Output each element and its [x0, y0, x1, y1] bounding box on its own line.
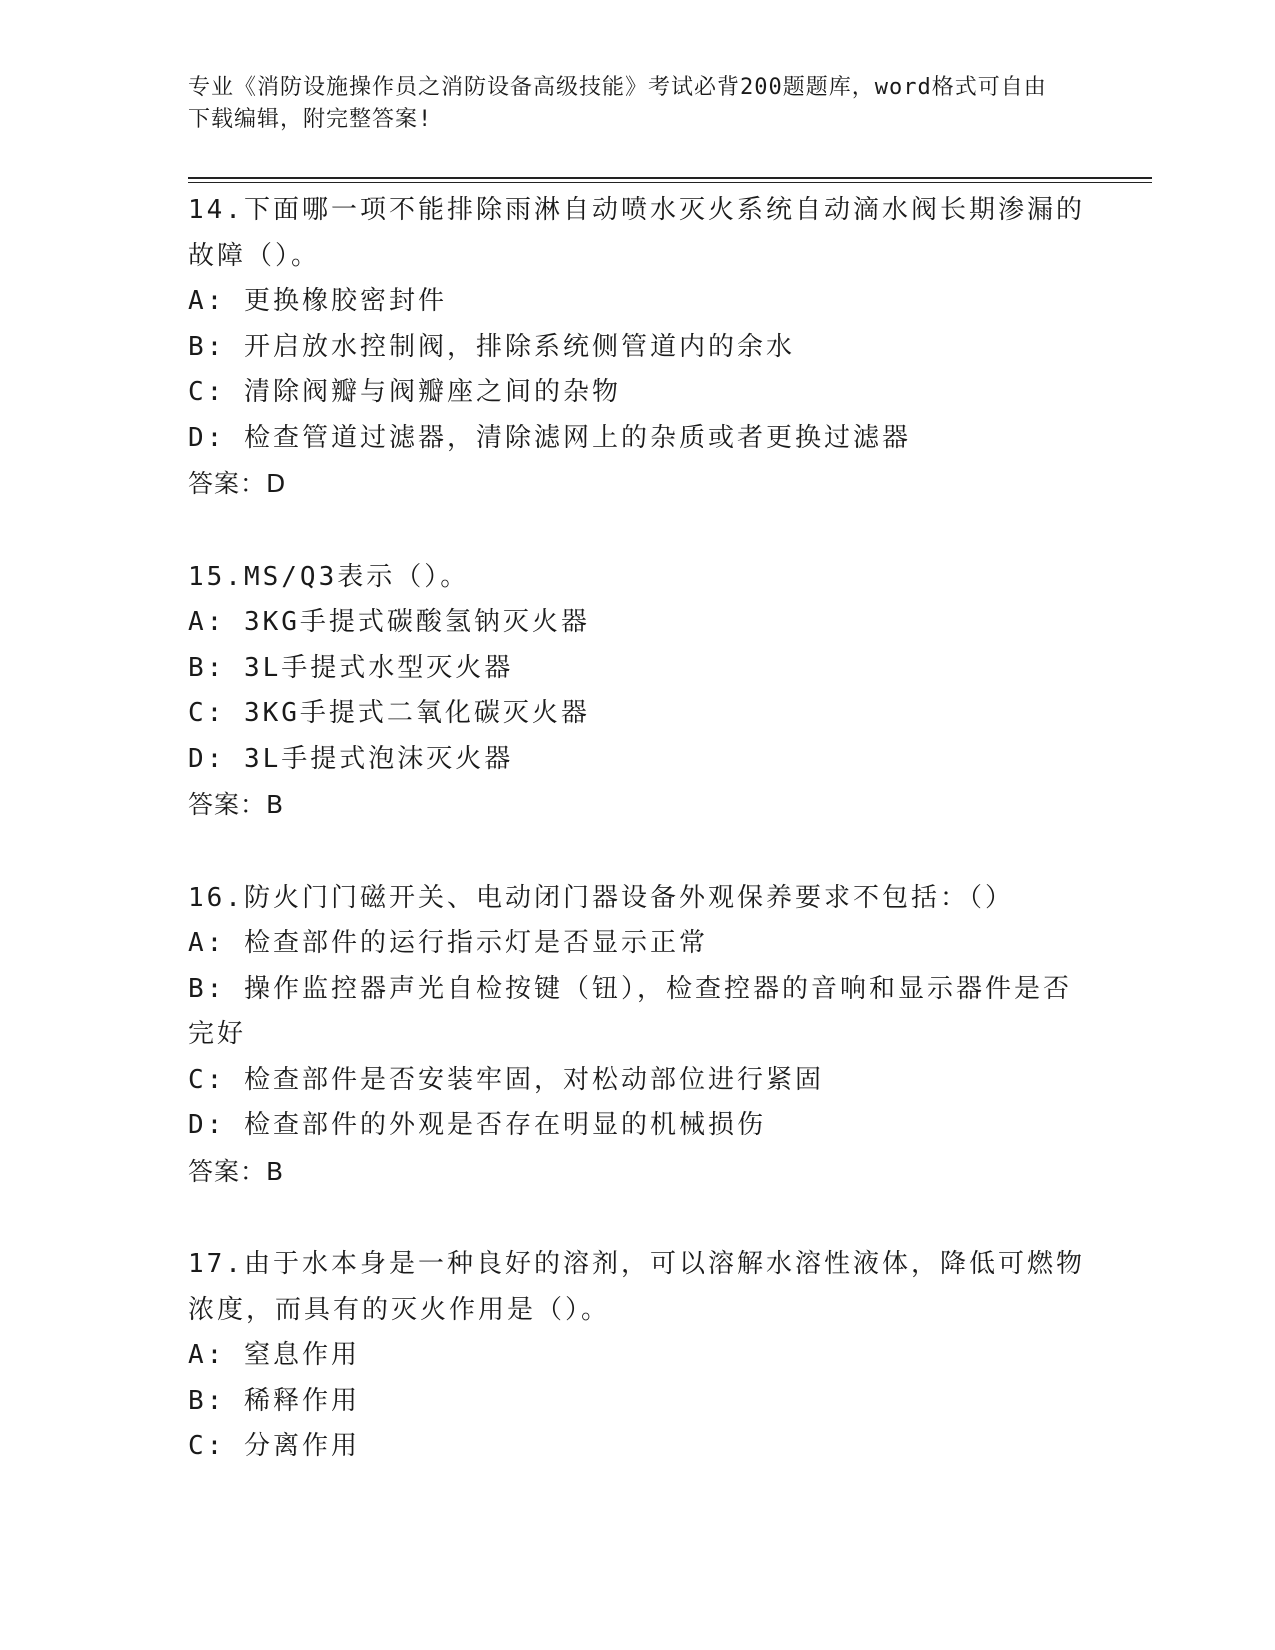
option-c: C: 3KG手提式二氧化碳灭火器 [188, 698, 590, 728]
option-b: B: 稀释作用 [188, 1385, 360, 1416]
question-stem: 17.由于水本身是一种良好的溶剂，可以溶解水溶性液体，降低可燃物浓度，而具有的灭火作用是（）。 [188, 1249, 1085, 1325]
option-b: B: 开启放水控制阀，排除系统侧管道内的余水 [188, 331, 795, 362]
header-divider-thin [188, 182, 1152, 183]
option-c: C: 清除阀瓣与阀瓣座之间的杂物 [188, 377, 621, 407]
answer-line: 答案：B [188, 790, 285, 819]
question-stem: 14.下面哪一项不能排除雨淋自动喷水灭火系统自动滴水阀长期渗漏的故障（）。 [188, 195, 1085, 271]
question-stem: 15.MS/Q3表示（）。 [188, 561, 470, 592]
question-stem: 16.防火门门磁开关、电动闭门器设备外观保养要求不包括：（） [188, 882, 1014, 913]
option-d: D: 3L手提式泡沫灭火器 [188, 743, 514, 774]
option-a: A: 窒息作用 [188, 1340, 360, 1370]
option-b: B: 3L手提式水型灭火器 [188, 652, 514, 683]
question-item [188, 1242, 1088, 1470]
option-c: C: 分离作用 [188, 1431, 360, 1461]
answer-line: 答案：B [188, 1156, 285, 1186]
document-header [188, 72, 1068, 136]
question-item [188, 876, 1088, 1195]
option-b: B: 操作监控器声光自检按键（钮），检查控器的音响和显示器件是否完好 [188, 973, 1072, 1049]
question-item [188, 555, 1088, 828]
option-d: D: 检查部件的外观是否存在明显的机械损伤 [188, 1110, 766, 1140]
option-a: A: 3KG手提式碳酸氢钠灭火器 [188, 607, 590, 637]
option-a: A: 检查部件的运行指示灯是否显示正常 [188, 928, 708, 958]
option-d: D: 检查管道过滤器，清除滤网上的杂质或者更换过滤器 [188, 422, 911, 453]
option-c: C: 检查部件是否安装牢固，对松动部位进行紧固 [188, 1064, 824, 1095]
question-item [188, 188, 1088, 507]
option-a: A: 更换橡胶密封件 [188, 286, 447, 316]
header-divider-thick [188, 177, 1152, 179]
question-list [188, 188, 1088, 1518]
answer-line: 答案：D [188, 469, 287, 498]
header-intro-text: 专业《消防设施操作员之消防设备高级技能》考试必背200题题库，word格式可自由下载编辑，附完整答案! [188, 75, 1047, 132]
